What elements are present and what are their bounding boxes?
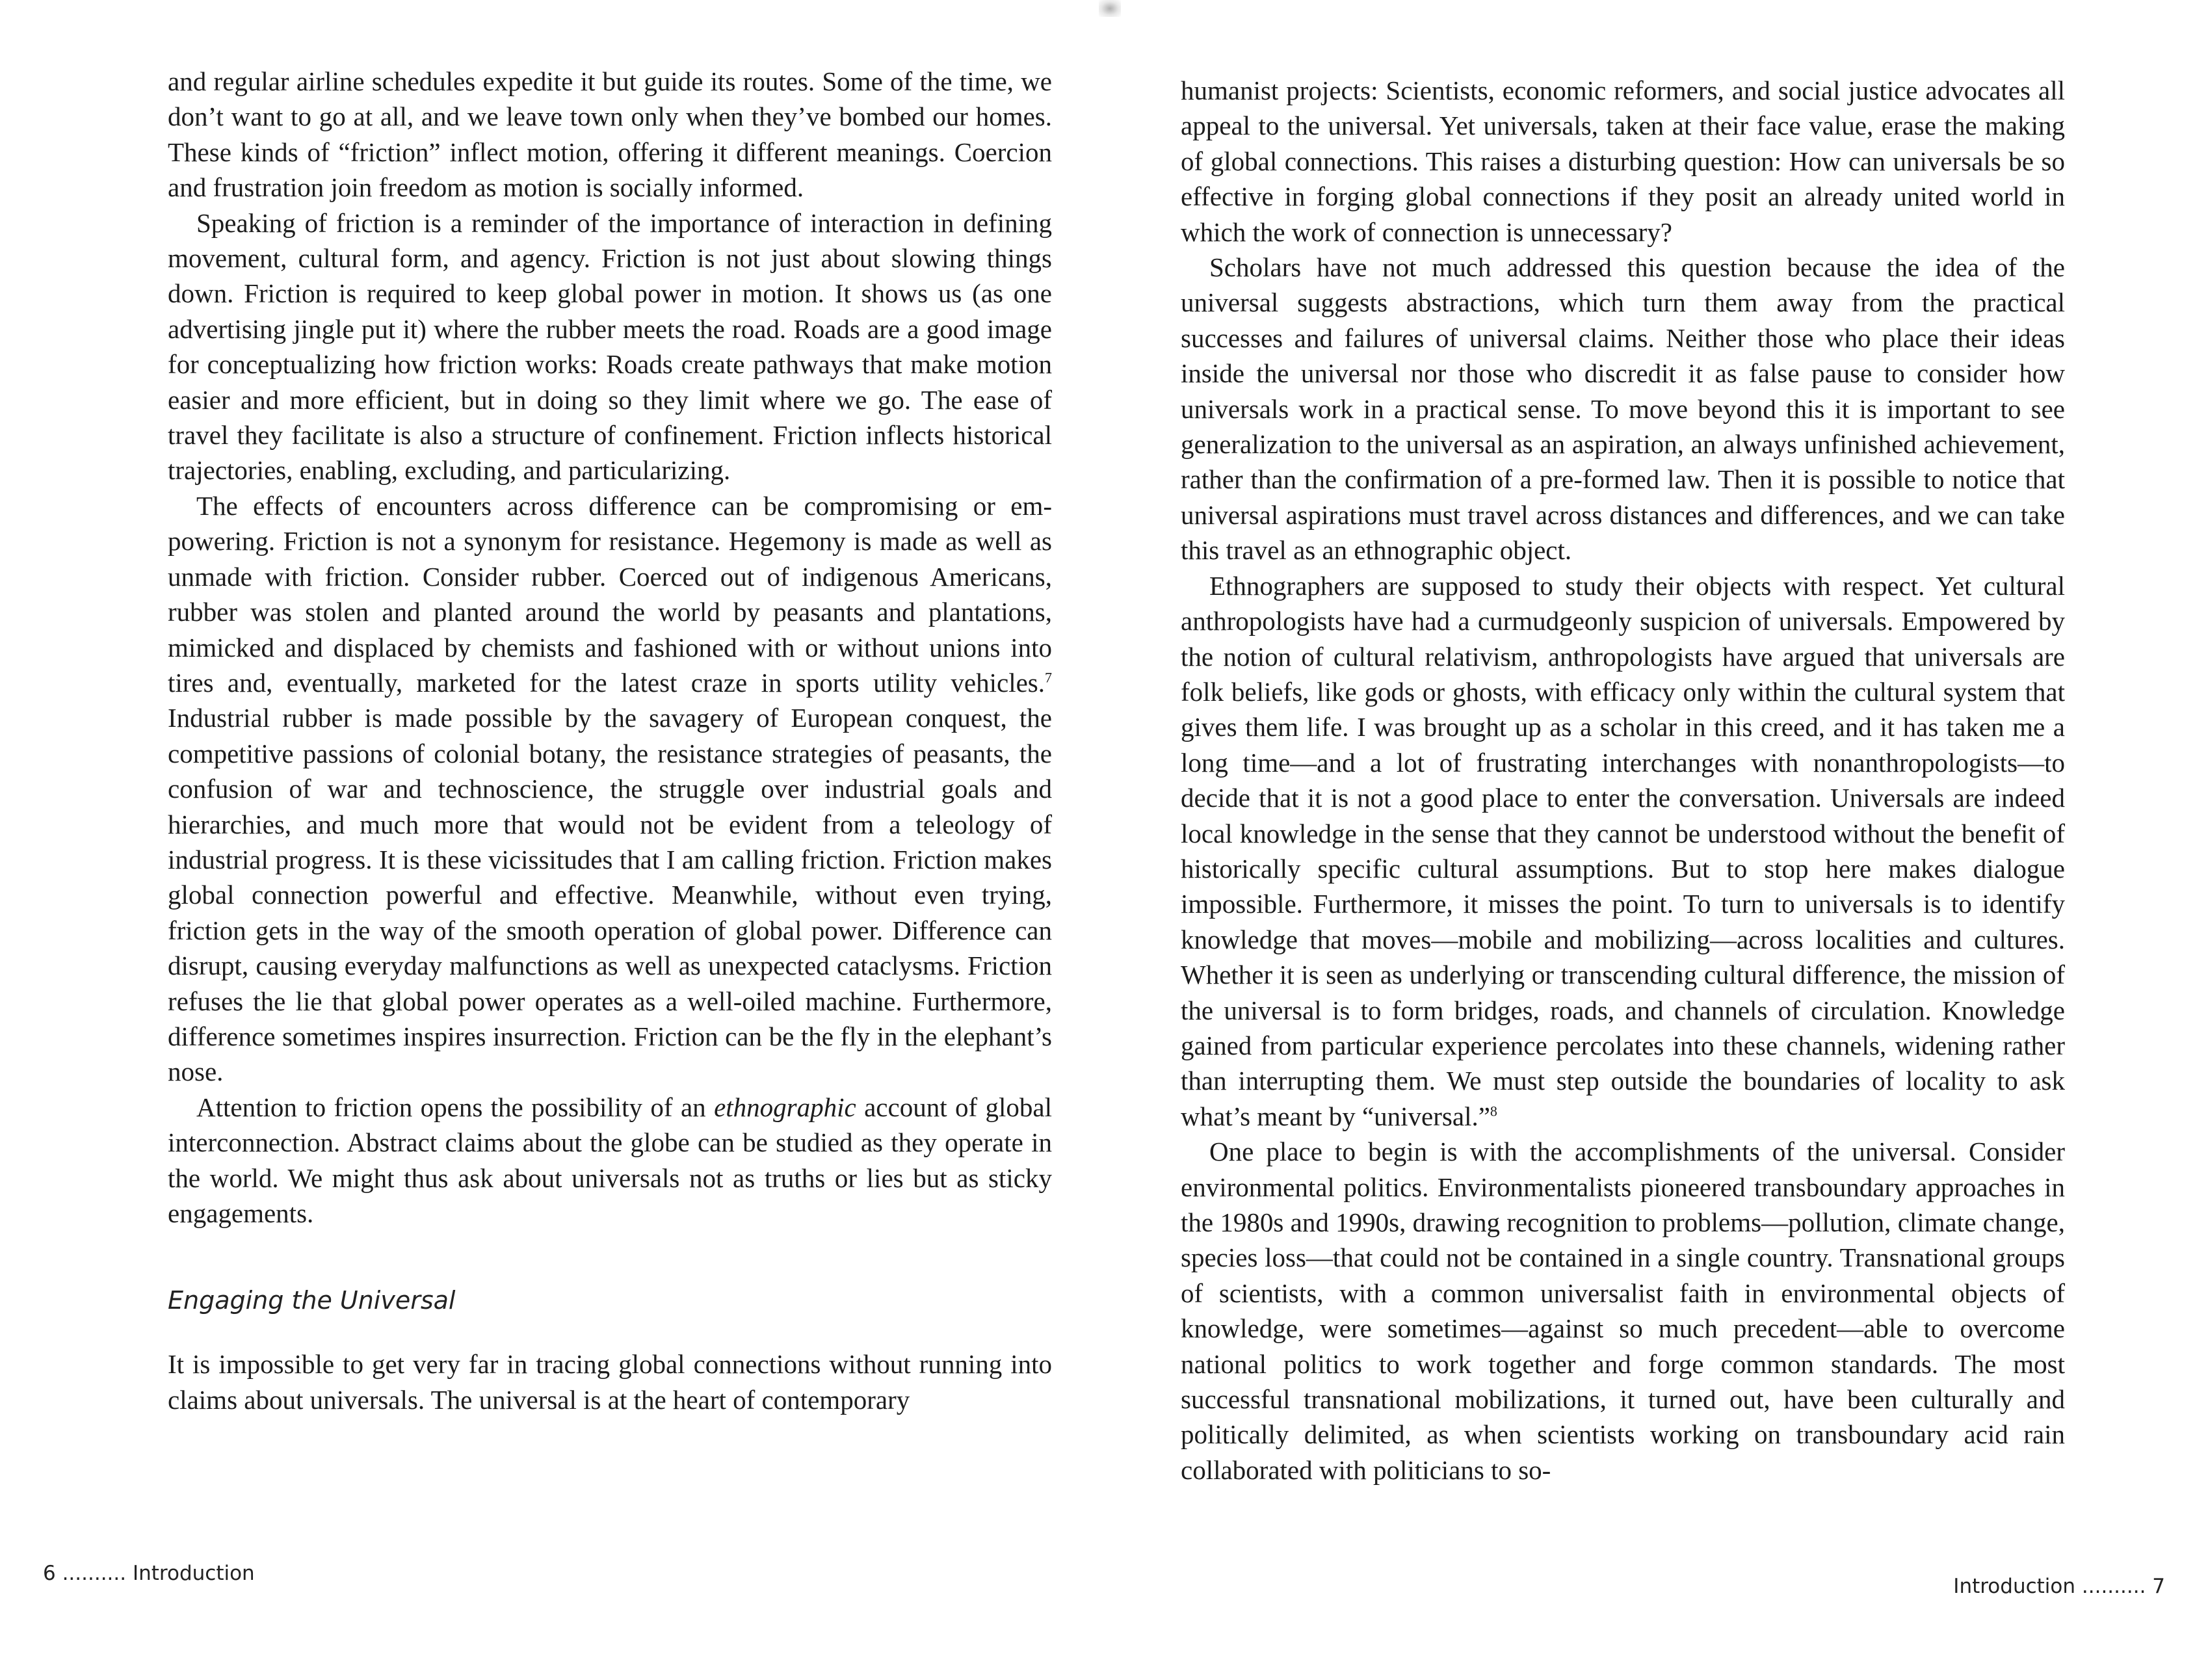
left-paragraph-4-part-1: Attention to friction opens the possibility of an — [196, 1092, 715, 1122]
footnote-marker-7: 7 — [1045, 669, 1052, 686]
right-page-text-column — [1181, 73, 2065, 1488]
left-paragraph-3-part-1: The effects of encounters across difference can be compromising or empowering. Friction is not a synonym for resistance. Hegemony is made as well as unmade with friction. Consider rubber. Coerced out of indigenous Americans, rubber was stolen and planted around the world by peasants and plantations, mimicked and displaced by chemists and fashioned with or without unions into tires and, eventually, marketed for the latest craze in sports utility vehicles. — [168, 490, 1052, 698]
section-heading: Engaging the Universal — [168, 1286, 456, 1315]
left-paragraph-3 — [168, 488, 1052, 1090]
left-page-text-column — [168, 64, 1052, 1417]
right-paragraph-3 — [1181, 568, 2065, 1135]
left-paragraph-1: and regular airline schedules expedite it but guide its routes. Some of the time, we don’t want to go at all, and we leave town only when they’ve bombed our homes. These kinds of “friction” inflect motion, offering it different meanings. Coercion and frustration join freedom as motion is socially informed. — [168, 66, 1052, 203]
right-paragraph-2: Scholars have not much addressed this question because the idea of the universal suggests abstractions, which turn them away from the practical successes and failures of universal claims. Neither those who place their ideas inside the universal nor those who discredit it as false pause to consider how universals work in a practical sense. To move beyond this it is important to see generalization to the universal as an aspiration, an always unfinished achievement, rather than the confirmation of a pre-formed law. Then it is possible to notice that universal aspirations must travel across distances and differences, and we can take this travel as an ethnographic object. — [1181, 252, 2065, 566]
left-paragraph-4-part-2: account of global interconnection. Abstract claims about the globe can be studied as they operate in the world. We might thus ask about universals not as truths or lies but as sticky engagements. — [168, 1092, 1053, 1228]
right-page-folio: Introduction .......... 7 — [1953, 1575, 2165, 1598]
left-page-folio: 6 .......... Introduction — [43, 1562, 255, 1585]
ethnographic-emphasis: ethnographic — [714, 1092, 856, 1122]
right-paragraph-4: One place to begin is with the accomplishments of the universal. Consider environmental politics. Environmentalists pioneered transboundary approaches in the 1980s and 1990s, drawing recognition to problems—pollution, climate change, species loss—that could not be contained in a single country. Transnational groups of scientists, with a common universalist faith in environmental objects of knowledge, were sometimes—against so much precedent—able to overcome national politics to work together and forge common standards. The most successful transnational mobilizations, it turned out, have been culturally and politically delimited, as when scientists working on transboundary acid rain collaborated with politicians to so- — [1181, 1136, 2065, 1485]
left-paragraph-3-part-2: Industrial rubber is made possible by the savagery of European conquest, the competitive passions of colonial botany, the resistance strategies of peasants, the confusion of war and technoscience, the struggle over industrial goals and hierarchies, and much more that would not be evident from a teleology of industrial progress. It is these vicissitudes that I am calling friction. Friction makes global connection powerful and effective. Meanwhile, without even trying, friction gets in the way of the smooth operation of global power. Difference can disrupt, causing everyday malfunctions as well as unexpected cataclysms. Friction refuses the lie that global power operates as a well-oiled machine. Furthermore, difference sometimes inspires insurrection. Friction can be the fly in the elephant’s nose. — [168, 703, 1052, 1087]
right-paragraph-3-text: Ethnographers are supposed to study their objects with respect. Yet cultural anthropologists have had a curmudgeonly suspicion of universals. Empowered by the notion of cultural relativism, anthropologists have argued that universals are folk beliefs, like gods or ghosts, with efficacy only within the cultural system that gives them life. I was brought up as a scholar in this creed, and it has taken me a long time—and a lot of frustrating interchanges with nonanthropologists—to decide that it is not a good place to enter the conversation. Universals are indeed local knowledge in the sense that they cannot be understood without the benefit of historically specific cultural assumptions. But to stop here makes dialogue impossible. Furthermore, it misses the point. To turn to universals is to identify knowledge that moves—mobile and mobilizing—across localities and cultures. Whether it is seen as underlying or transcending cultural difference, the mission of the universal is to form bridges, roads, and channels of circulation. Knowledge gained from particular experience percolates into these channels, widening rather than interrupting them. We must step outside the boundaries of locality to ask what’s meant by “universal.” — [1181, 570, 2065, 1131]
section-spacer — [168, 1231, 1052, 1250]
right-paragraph-1: humanist projects: Scientists, economic reformers, and social justice advocates all appeal to the universal. Yet universals, taken at their face value, erase the making of global connections. This raises a disturbing question: How can universals be so effective in forging global connections if they posit an already united world in which the work of connection is unnecessary? — [1181, 75, 2065, 247]
left-paragraph-5: It is impossible to get very far in tracing global connections without running into claims about universals. The universal is at the heart of contemporary — [168, 1349, 1052, 1415]
footnote-marker-8: 8 — [1490, 1103, 1497, 1120]
left-paragraph-4 — [168, 1090, 1052, 1231]
right-page — [1104, 0, 2208, 1680]
left-paragraph-2: Speaking of friction is a reminder of the importance of interaction in defining movement, cultural form, and agency. Friction is not just about slowing things down. Friction is required to keep global power in motion. It shows us (as one advertising jingle put it) where the rubber meets the road. Roads are a good image for conceptualizing how friction works: Roads create pathways that make motion easier and more efficient, but in doing so they limit where we go. The ease of travel they facilitate is also a structure of confinement. Friction inflects historical trajectories, enabling, excluding, and particularizing. — [168, 207, 1052, 486]
